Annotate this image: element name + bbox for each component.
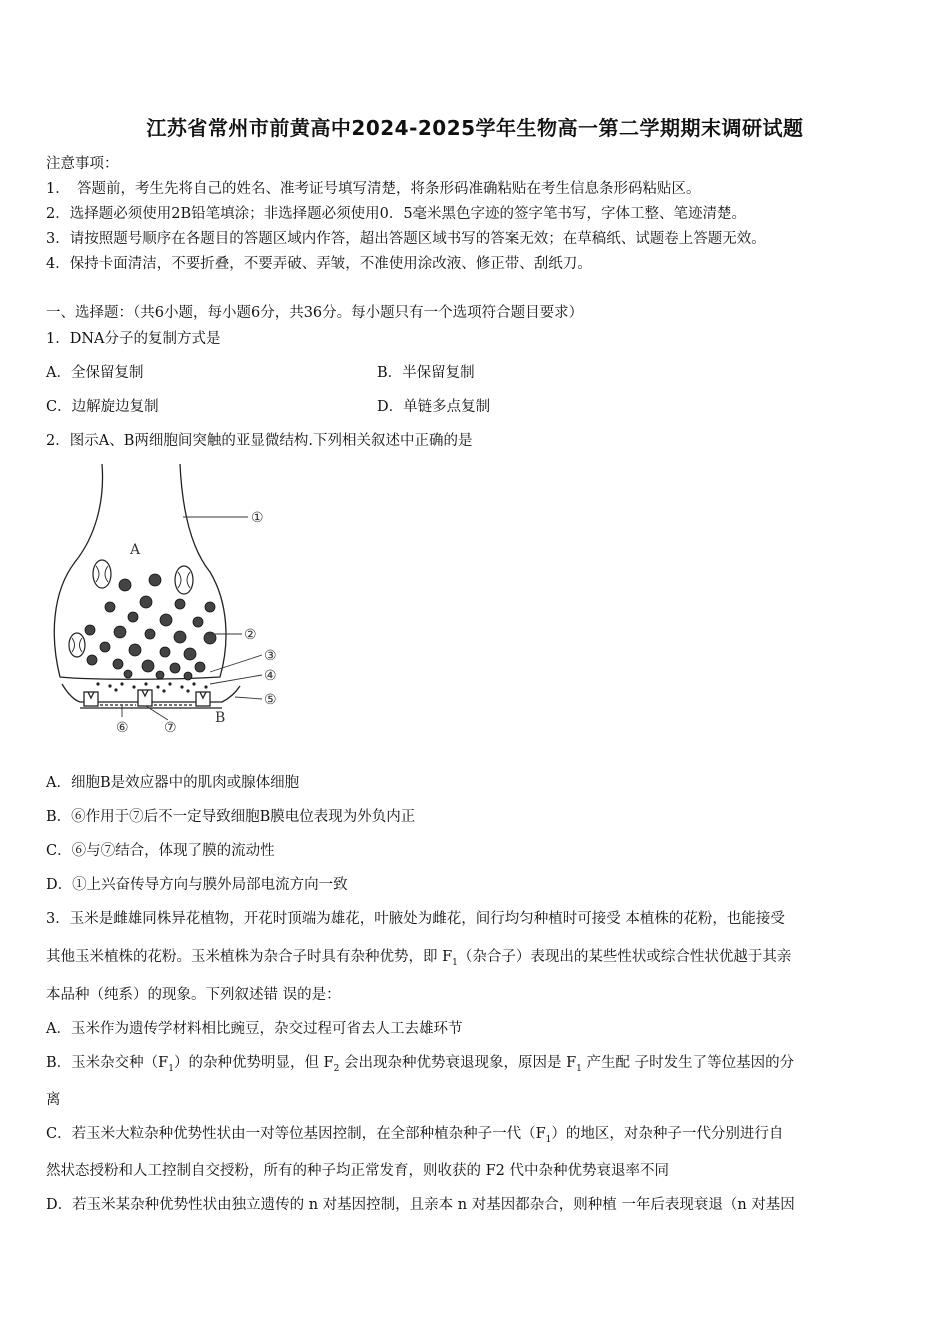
q1-option-c: C．边解旋边复制	[46, 399, 159, 415]
q3-stem-line-2: 其他玉米植株的花粉。玉米植株为杂合子时具有杂种优势，即 $F_1$（杂合子）表现出的某些性状或综合性状优越于其亲	[46, 949, 792, 968]
q2-option-b: B．⑥作用于⑦后不一定导致细胞B膜电位表现为外负内正	[46, 809, 416, 825]
q3-option-b-cont: 离	[46, 1092, 61, 1108]
q1-stem: 1．DNA分子的复制方式是	[46, 331, 221, 347]
q2-option-c: C．⑥与⑦结合，体现了膜的流动性	[46, 843, 275, 859]
synapse-diagram	[50, 462, 290, 742]
notice-item-2: 2．选择题必须使用2B铅笔填涂；非选择题必须使用0．5毫米黑色字迹的签字笔书写，字体工整、笔迹清楚。	[46, 206, 747, 222]
mitochondrion	[175, 566, 193, 594]
postsynaptic-membrane	[62, 684, 240, 708]
section-heading: 一、选择题：（共6小题，每小题6分，共36分。每小题只有一个选项符合题目要求）	[46, 305, 584, 321]
q2-option-a: A．细胞B是效应器中的肌肉或腺体细胞	[46, 775, 300, 791]
q1-option-d: D．单链多点复制	[377, 399, 491, 415]
q3-option-a: A．玉米作为遗传学材料相比豌豆，杂交过程可省去人工去雄环节	[46, 1021, 463, 1037]
q3-option-d: D．若玉米某杂种优势性状由独立遗传的 n 对基因控制，且亲本 n 对基因都杂合，则种植 一年后表现衰退（n 对基因	[46, 1197, 795, 1213]
notice-item-4: 4．保持卡面清洁，不要折叠，不要弄破、弄皱，不准使用涂改液、修正带、刮纸刀。	[46, 256, 592, 272]
notice-item-1: 1． 答题前，考生先将自己的姓名、准考证号填写清楚，将条形码准确粘贴在考生信息条形码粘贴区。	[46, 181, 701, 197]
label-4: ④	[264, 668, 277, 684]
q2-option-d: D．①上兴奋传导方向与膜外局部电流方向一致	[46, 877, 348, 893]
page-title: 江苏省常州市前黄高中2024-2025学年生物高一第二学期期末调研试题	[146, 116, 804, 140]
q1-option-a: A．全保留复制	[46, 365, 144, 381]
q1-option-b: B．半保留复制	[377, 365, 475, 381]
label-2: ②	[244, 627, 257, 643]
label-3: ③	[264, 648, 277, 664]
q3-option-c: C．若玉米大粒杂种优势性状由一对等位基因控制，在全部种植杂种子一代$(F_1)$的地区，对杂种子一代分别进行自	[46, 1126, 784, 1145]
q3-option-b: B．玉米杂交种$(F_1)$的杂种优势明显，但 $F_2$ 会出现杂种优势衰退现象，原因是 $F_1$ 产生配 子时发生了等位基因的分	[46, 1055, 795, 1074]
q3-option-c-cont: 然状态授粉和人工控制自交授粉，所有的种子均正常发育，则收获的 F2 代中杂种优势衰退率不同	[46, 1163, 670, 1179]
label-1: ①	[251, 510, 264, 526]
notice-item-3: 3．请按照题号顺序在各题目的答题区域内作答，超出答题区域书写的答案无效；在草稿纸、试题卷上答题无效。	[46, 231, 766, 247]
label-7: ⑦	[164, 720, 177, 736]
mitochondrion	[69, 633, 85, 657]
label-5: ⑤	[264, 692, 277, 708]
q3-stem-line-3: 本品种（纯系）的现象。下列叙述错 误的是：	[46, 987, 341, 1003]
cell-a-label: A	[130, 542, 141, 558]
notice-heading: 注意事项：	[46, 156, 119, 172]
cell-b-label: B	[215, 710, 226, 726]
q2-stem: 2．图示A、B两细胞间突触的亚显微结构.下列相关叙述中正确的是	[46, 433, 473, 449]
q3-stem-line-1: 3．玉米是雌雄同株异花植物，开花时顶端为雄花，叶腋处为雌花，间行均匀种植时可接受 本植株的花粉，也能接受	[46, 911, 785, 927]
label-6: ⑥	[116, 720, 129, 736]
mitochondrion	[93, 560, 111, 588]
synaptic-vesicles	[85, 574, 216, 680]
